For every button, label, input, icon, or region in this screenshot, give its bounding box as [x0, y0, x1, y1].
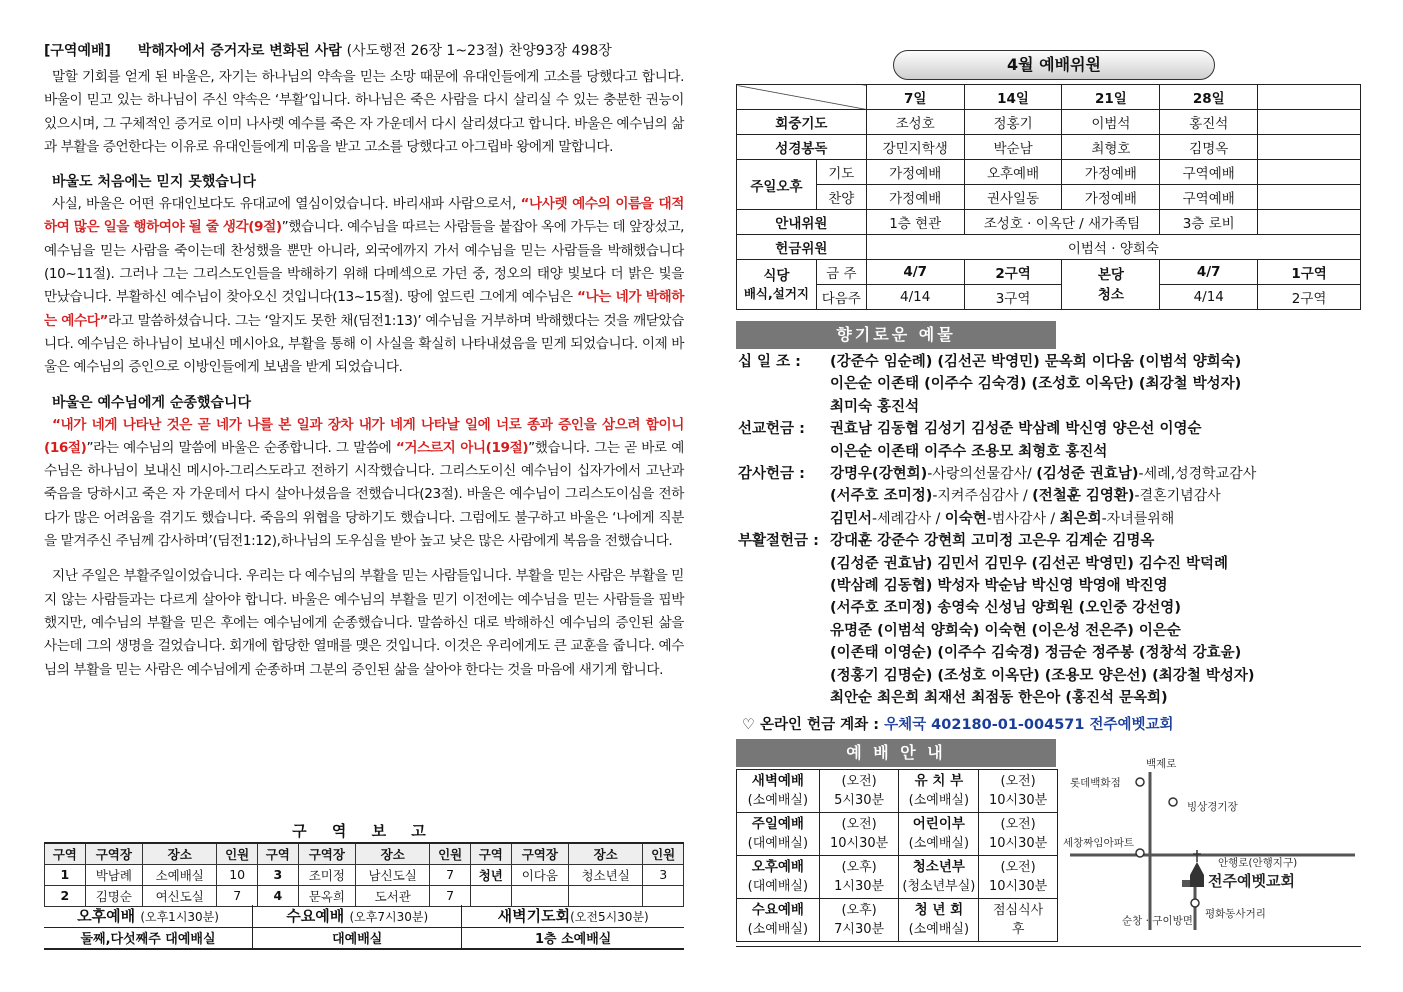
roster-table: 7일 14일 21일 28일 회중기도 조성호 정홍기 이범석 홍진석 성경봉독 강민지학생 박순남 최형호 김명옥 주일오후 기도 가정예배 오후예배 가정예배 구역예배 찬양 가정예배 권사일동 가정예배 구역예배 안내위원 1층 현관 조성호 · 이옥단 / 새가족팀 3층 로비 헌금위원 이범석 · 양희숙 식당 배식,설거지 금 주 4/7 2구역 본당 청소 4/7 1구역 다음주 4/14 3구역 4/14 2구역: [736, 84, 1361, 310]
weekly-services-table: [44, 905, 684, 950]
report-header: 인원: [430, 843, 471, 864]
roster-date: 21일: [1062, 85, 1160, 110]
report-header: 장소: [569, 843, 643, 864]
divider: [736, 946, 1361, 947]
worship-cell: (오전) 10시30분: [819, 813, 899, 856]
report-cell: 문옥희: [298, 885, 355, 906]
roster-sublabel: 기도: [816, 160, 866, 185]
map-label-apt: 세창짜임아파트: [1063, 837, 1135, 849]
sermon-title: 박해자에서 증거자로 변화된 사람: [137, 43, 342, 59]
worship-guide-table: [736, 769, 1058, 942]
report-header: 구역: [45, 843, 86, 864]
report-cell: 3: [257, 864, 298, 885]
worship-cell: 유 치 부 (소예배실): [899, 770, 979, 813]
report-cell: 2: [45, 885, 86, 906]
report-cell: 이다움: [511, 864, 568, 885]
roster-date: 28일: [1160, 85, 1258, 110]
roster-label: 헌금위원: [737, 235, 867, 260]
service-time: (오전5시30분): [570, 910, 649, 925]
report-cell: 청년: [470, 864, 511, 885]
roster-sublabel: 찬양: [816, 185, 866, 210]
report-cell: [470, 885, 511, 906]
service-time: (오후1시30분): [140, 910, 219, 925]
worship-cell: 새벽예배 (소예배실): [737, 770, 820, 813]
worship-cell: (오후) 1시30분: [819, 856, 899, 899]
service-place: 둘째,다섯째주 대예배실: [44, 927, 253, 949]
worship-cell: (오후) 7시30분: [819, 899, 899, 942]
report-cell: [643, 885, 684, 906]
report-cell: 청소년실: [569, 864, 643, 885]
roster-label: 회중기도: [737, 110, 867, 135]
sermon-section: [44, 40, 684, 682]
report-cell: 10: [217, 864, 258, 885]
roster-label: 식당 배식,설거지: [737, 260, 817, 310]
roster-date: 14일: [964, 85, 1062, 110]
map-church-name: 전주예벳교회: [1208, 872, 1295, 890]
map-label-bottom: 순창 · 구이방면: [1122, 915, 1193, 927]
report-header: 구역장: [511, 843, 568, 864]
worship-guide-title: 예 배 안 내: [736, 739, 1056, 767]
account-number: 우체국 402180-01-004571 전주예벳교회: [884, 717, 1174, 733]
worship-cell: (오전) 10시30분: [979, 813, 1058, 856]
roster-label: 성경봉독: [737, 135, 867, 160]
worship-cell: 오후예배 (대예배실): [737, 856, 820, 899]
report-cell: 조미정: [298, 864, 355, 885]
report-cell: 7: [430, 864, 471, 885]
sermon-paragraph-3: “내가 네게 나타난 것은 곧 네가 나를 본 일과 장차 내가 네게 나타날 일에 너로 종과 증인을 삼으려 함이니(16절)”라는 예수님의 말씀에 바울은 순종합니다. 그 말씀에 “거스르지 아니(19절)”했습니다. 그는 곧 바로 예수님은 하나님이 보내신 메시아-그리스도라고 전하기 시작했습니다. 그리스도이신 예수님이 십자가에서 고난과 죽음을 당하시고 죽은 자 가운데서 다시 살아나셨음을 전했습니다(23절). 바울은 예수님이 그리스도이심을 전하다가 많은 어려움을 겪기도 했습니다. 죽음의 위협을 당하기도 했습니다. 그럼에도 불구하고 바울은 ‘나에게 직분을 맡겨주신 주님께 감사하며’(딤전1:12),하나님의 도우심을 받아 높고 낮은 많은 사람에게 복음을 전했습니다.: [44, 416, 684, 550]
report-header: 구역장: [85, 843, 142, 864]
worship-cell: (오전) 5시30분: [819, 770, 899, 813]
map-label-lotte: 롯데백화점: [1070, 777, 1121, 789]
report-header: 인원: [643, 843, 684, 864]
roster-title: 4월 예배위원: [893, 50, 1215, 80]
service-place: 1층 소예배실: [462, 927, 684, 949]
sermon-paragraph-4: 지난 주일은 부활주일이었습니다. 우리는 다 예수님의 부활을 믿는 사람들입니다. 부활을 믿는 사람은 부활을 믿지 않는 사람들과는 다르게 살아야 합니다. 바울은 예수님의 부활을 믿기 이전에는 예수님을 믿는 사람들을 핍박했지만, 예수님의 부활을 믿은 후에는 예수님에게 순종했습니다. 말씀하신 대로 박해하신 예수님의 증인된 삶을 사는데 그의 생명을 걸었습니다. 회개에 합당한 열매를 맺은 것입니다. 이것은 우리에게도 큰 교훈을 줍니다. 예수님의 부활을 믿는 사람은 예수님에게 순종하며 그분의 증인된 삶을 살아야 한다는 것을 마음에 새기게 합니다.: [44, 568, 684, 678]
district-report-title: 구 역 보 고: [292, 822, 436, 840]
report-cell: 1: [45, 864, 86, 885]
report-cell: 남신도실: [356, 864, 430, 885]
report-header: 구역: [257, 843, 298, 864]
service-place: 대예배실: [253, 927, 462, 949]
report-header: 구역: [470, 843, 511, 864]
report-cell: 소예배실: [143, 864, 217, 885]
report-header: 장소: [356, 843, 430, 864]
roster-label: 안내위원: [737, 210, 867, 235]
roster-date: 7일: [866, 85, 964, 110]
map-label-anhaeng: 안행로(안행지구): [1218, 857, 1298, 869]
worship-cell: 수요예배 (소예배실): [737, 899, 820, 942]
sermon-paragraph-1: 말할 기회를 얻게 된 바울은, 자기는 하나님의 약속을 믿는 소망 때문에 유대인들에게 고소를 당했다고 합니다. 바울이 믿고 있는 하나님이 주신 약속은 ‘부활’입니다. 하나님은 죽은 사람을 다시 살리실 수 있는 충분한 권능이 있으시며, 그 구체적인 증거로 이미 나사렛 예수를 죽은 자 가운데서 다시 살리셨다고 합니다. 바울은 예수님의 삶과 부활을 증언한다는 이유로 유대인들에게 미움을 받고 고소를 당했다고 아그립바 왕에게 말합니다.: [44, 69, 684, 155]
service-name: 오후예배: [77, 907, 136, 926]
sermon-paragraph-2: 사실, 바울은 어떤 유대인보다도 유대교에 열심이었습니다. 바리새파 사람으로서, “나사렛 예수의 이름을 대적하여 많은 일을 행하여야 될 줄 생각(9절)”했습니다. 예수님을 따르는 사람들을 붙잡아 옥에 가두는 데 앞장섰고, 예수님을 믿는 사람을 죽이는데 찬성했을 뿐만 아니라, 외국에까지 가서 예수님을 믿는 사람들을 박해했습니다(10~11절). 그러나 그는 그리스도인들을 박해하기 위해 다메섹으로 가던 중, 정오의 태양 빛보다 더 밝은 빛을 만났습니다. 부활하신 예수님이 찾아오신 것입니다(13~15절). 땅에 엎드린 그에게 예수님은 “나는 네가 박해하는 예수다”라고 말씀하셨습니다. 그는 ‘알지도 못한 채(딤전1:13)’ 예수님을 거부하며 박해했다는 것을 깨닫았습니다. 예수님은 하나님이 보내신 메시아요, 부활을 통해 이 사실을 확실히 나타내셨음을 믿게 되었습니다. 이제 바울은 예수님의 증인으로 이방인들에게 보냄을 받게 되었습니다.: [44, 196, 684, 376]
worship-cell: 어린이부 (소예배실): [899, 813, 979, 856]
church-location-map: [1060, 750, 1360, 945]
worship-cell: (오전) 10시30분: [979, 770, 1058, 813]
map-label-pyeonghwa: 평화동사거리: [1205, 908, 1266, 920]
roster-label: 주일오후: [737, 160, 817, 210]
report-cell: [511, 885, 568, 906]
report-cell: [569, 885, 643, 906]
roster-label: 본당 청소: [1062, 260, 1160, 310]
sermon-header: [44, 40, 684, 60]
district-report-table: [44, 842, 684, 907]
report-cell: 7: [430, 885, 471, 906]
report-header: 장소: [143, 843, 217, 864]
report-cell: 여신도실: [143, 885, 217, 906]
heart-icon: ♡ 온라인 헌금 계좌 :: [742, 717, 880, 733]
service-name: 새벽기도회: [497, 907, 571, 926]
report-cell: 도서관: [356, 885, 430, 906]
service-name: 수요예배: [286, 907, 345, 926]
report-cell: 박남례: [85, 864, 142, 885]
report-header: 인원: [217, 843, 258, 864]
map-label-road: 백제로: [1146, 758, 1177, 770]
roster-corner: [737, 85, 867, 110]
online-offering-account: [742, 713, 1174, 734]
offerings-list: 십 일 조 : (강준수 임순례) (김선곤 박영민) 문옥희 이다움 (이범석 양희숙) 이은순 이존태 (이주수 김숙경) (조성호 이옥단) (최강철 박성자) 최미숙 홍진석 선교헌금 : 권효남 김동협 김성기 김성준 박삼례 박신영 양은선 이영순 이은순 이존태 이주수 조용모 최형호 홍진석 감사헌금 : 강명우(강현희)-사랑의선물감사/ (김성준 권효남)-세례,성경학교감사 (서주호 조미정)-지켜주심감사 / (전철훈 김영환)-결혼기념감사 김민서-세례감사 / 이숙현-범사감사 / 최은희-자녀를위해 부활절헌금 : 강대훈 강준수 강현희 고미정 고은우 김계순 김명옥 (김성준 권효남) 김민서 김민우 (김선곤 박영민) 김수진 박덕례 (박삼례 김동협) 박성자 박순남 박신영 박영애 박진영 (서주호 조미정) 송영숙 신성님 양희원 (오인중 강선영) 유명준 (이범석 양희숙) 이숙현 (이은성 전은주) 이은순 (이존태 이영순) (이주수 김숙경) 정금순 정주봉 (정창석 강효윤) (정홍기 김명순) (조성호 이옥단) (조용모 양은선) (최강철 박성자) 최안순 최은희 최재선 최점동 한은아 (홍진석 문옥희): [738, 354, 1257, 707]
report-cell: 김명순: [85, 885, 142, 906]
sermon-reference: (사도행전 26장 1~23절): [346, 43, 504, 59]
sermon-subheading-1: 바울도 처음에는 믿지 못했습니다: [52, 174, 256, 191]
sermon-subheading-2: 바울은 예수님에게 순종했습니다: [52, 394, 252, 411]
map-label-ice: 빙상경기장: [1187, 801, 1238, 813]
worship-cell: (오전) 10시30분: [979, 856, 1058, 899]
worship-cell: 점심식사 후: [979, 899, 1058, 942]
sermon-tag: [구역예배]: [44, 43, 111, 59]
worship-cell: 주일예배 (대예배실): [737, 813, 820, 856]
worship-cell: 청소년부 (청소년부실): [899, 856, 979, 899]
worship-cell: 청 년 회 (소예배실): [899, 899, 979, 942]
report-cell: 4: [257, 885, 298, 906]
sermon-hymn: 찬양93장 498장: [508, 43, 612, 59]
report-cell: 3: [643, 864, 684, 885]
report-header: 구역장: [298, 843, 355, 864]
service-time: (오후7시30분): [349, 910, 429, 925]
offerings-title: 향기로운 예물: [736, 321, 1056, 349]
report-cell: 7: [217, 885, 258, 906]
